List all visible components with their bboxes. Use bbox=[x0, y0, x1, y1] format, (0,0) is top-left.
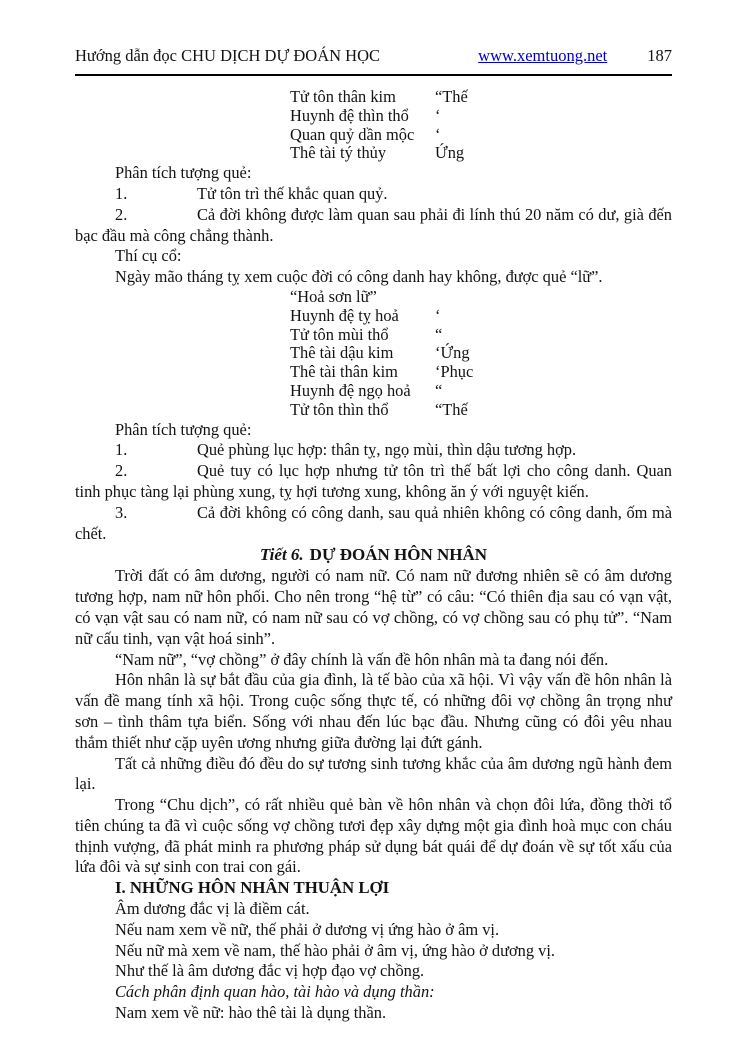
hexagram-title: “Hoả sơn lữ” bbox=[290, 286, 377, 306]
list-number: 2. bbox=[115, 204, 128, 224]
list-number: 2. bbox=[115, 461, 128, 481]
page-header bbox=[75, 46, 672, 76]
hexagram-line-name: Thê tài dậu kim bbox=[290, 343, 394, 363]
hexagram-line-name: Tử tôn thân kim bbox=[290, 87, 396, 106]
section-title bbox=[75, 544, 672, 566]
hexagram-line-name: Tử tôn mùi thổ bbox=[290, 324, 389, 344]
example-text: Ngày mão tháng tỵ xem cuộc đời có công danh hay không, được quẻ “lữ”. bbox=[115, 267, 603, 287]
subsection-heading: I. NHỮNG HÔN NHÂN THUẬN LỢI bbox=[115, 878, 390, 898]
analysis-item bbox=[75, 184, 672, 205]
hexagram-line bbox=[290, 382, 672, 401]
hexagram-line-mark: ‘Phục bbox=[435, 362, 474, 382]
hexagram-line-name: Quan quỷ dần mộc bbox=[290, 124, 415, 144]
hexagram-line bbox=[290, 144, 672, 163]
list-text: Quẻ tuy có lục hợp nhưng tử tôn trì thế bất lợi cho công danh. Quan tinh phục tàng lại phùng xung, tỵ hợi tương xung, không ăn ý với nguyệt kiến. bbox=[75, 461, 672, 501]
hexagram-line-mark: Ứng bbox=[435, 143, 465, 163]
website-link[interactable]: www.xemtuong.net bbox=[478, 46, 608, 65]
hexagram-line-mark: “ bbox=[435, 324, 443, 344]
hexagram-line-name: Huynh đệ tỵ hoả bbox=[290, 305, 399, 325]
analysis-item bbox=[75, 503, 672, 545]
hexagram-line bbox=[290, 401, 672, 420]
analysis-label-1: Phân tích tượng quẻ: bbox=[115, 163, 252, 183]
section-title-text: DỰ ĐOÁN HÔN NHÂN bbox=[309, 545, 488, 565]
analysis-item bbox=[75, 205, 672, 247]
rule-line-italic: Cách phân định quan hào, tài hào và dụng thần: bbox=[115, 982, 435, 1002]
paragraph: Trong “Chu dịch”, có rất nhiều quẻ bàn về hôn nhân và chọn đôi lứa, đồng thời tổ tiên chúng ta đã vì cuộc sống vợ chồng tươi đẹp xây dựng một gia đình hoà mục con cháu thịnh vượng, đã phát minh ra phương pháp sử dụng bát quái để dự đoán về sự tốt xấu của lứa đôi và sự sinh con trai con gái. bbox=[75, 795, 672, 877]
hexagram-block-2 bbox=[290, 288, 672, 420]
hexagram-line bbox=[290, 307, 672, 326]
list-text: Tử tôn trì thế khắc quan quỷ. bbox=[197, 183, 388, 203]
hexagram-line-mark: “ bbox=[435, 380, 443, 400]
example-label: Thí cụ cổ: bbox=[115, 246, 182, 266]
paragraph: “Nam nữ”, “vợ chồng” ở đây chính là vấn đề hôn nhân mà ta đang nói đến. bbox=[115, 649, 609, 669]
page-number: 187 bbox=[647, 46, 672, 65]
list-number: 3. bbox=[115, 502, 128, 522]
hexagram-line-name: Huynh đệ thìn thổ bbox=[290, 105, 409, 125]
analysis-item bbox=[75, 461, 672, 503]
hexagram-line-mark: “Thế bbox=[435, 399, 468, 419]
hexagram-line bbox=[290, 344, 672, 363]
hexagram-line-name: Thê tài thân kim bbox=[290, 362, 398, 382]
rule-line: Nếu nam xem về nữ, thế phải ở dương vị ứng hào ở âm vị. bbox=[115, 919, 500, 939]
document-body bbox=[75, 88, 672, 1024]
list-text: Cả đời không có công danh, sau quả nhiên không có công danh, ốm mà chết. bbox=[75, 502, 672, 543]
hexagram-line-mark: ‘ bbox=[435, 305, 441, 325]
hexagram-line bbox=[290, 326, 672, 345]
hexagram-line-mark: ‘ bbox=[435, 105, 441, 125]
hexagram-block-1 bbox=[290, 88, 672, 163]
hexagram-line bbox=[290, 363, 672, 382]
hexagram-line-name: Tử tôn thìn thổ bbox=[290, 399, 389, 419]
rule-line: Nam xem về nữ: hào thê tài là dụng thần. bbox=[115, 1003, 387, 1023]
hexagram-line-name: Huynh đệ ngọ hoả bbox=[290, 380, 411, 400]
list-number: 1. bbox=[115, 183, 128, 203]
section-number: Tiết 6. bbox=[259, 545, 304, 565]
hexagram-line-name: Thê tài tý thủy bbox=[290, 143, 387, 163]
rule-line: Như thế là âm dương đắc vị hợp đạo vợ chồng. bbox=[115, 961, 425, 981]
paragraph: Tất cả những điều đó đều do sự tương sinh tương khắc của âm dương ngũ hành đem lại. bbox=[75, 753, 672, 794]
header-right bbox=[478, 46, 672, 66]
header-book-title: Hướng dẫn đọc CHU DỊCH DỰ ĐOÁN HỌC bbox=[75, 46, 380, 65]
hexagram-line-mark: ‘ bbox=[435, 124, 441, 144]
list-text: Cả đời không được làm quan sau phải đi lính thú 20 năm có dư, già đến bạc đầu mà công chẳng thành. bbox=[75, 204, 672, 245]
list-number: 1. bbox=[115, 440, 128, 460]
paragraph: Hôn nhân là sự bắt đầu của gia đình, là tế bào của xã hội. Vì vậy vấn đề hôn nhân là vấn đề mang tính xã hội. Trong cuộc sống thực tế, có những đôi vợ chồng ân trọng như sơn – tình thâm tựa biển. Sống với nhau đến lúc bạc đầu. Nhưng cũng có đôi yêu nhau thắm thiết như cặp uyên ương nhưng giữa đường lại đứt gánh. bbox=[75, 670, 672, 752]
hexagram-line bbox=[290, 88, 672, 107]
hexagram-line bbox=[290, 126, 672, 145]
rule-line: Nếu nữ mà xem về nam, thế hào phải ở âm vị, ứng hào ở dương vị. bbox=[115, 940, 556, 960]
analysis-label-2: Phân tích tượng quẻ: bbox=[115, 419, 252, 439]
paragraph: Trời đất có âm dương, người có nam nữ. Có nam nữ đương nhiên sẽ có âm dương tương hợp, nam nữ hôn phối. Cho nên trong “hệ từ” có câu: “Có thiên địa sau có vạn vật, có vạn vật sau có nam nữ, có nam nữ sau có vợ chồng, có vợ chồng sau có phụ tử”. “Nam nữ cấu tinh, vạn vật hoá sinh”. bbox=[75, 566, 672, 648]
list-text: Quẻ phùng lục hợp: thân tỵ, ngọ mùi, thìn dậu tương hợp. bbox=[197, 440, 577, 460]
analysis-item bbox=[75, 440, 672, 461]
hexagram-line-mark: “Thế bbox=[435, 87, 468, 106]
rule-line: Âm dương đắc vị là điềm cát. bbox=[115, 899, 310, 919]
hexagram-line bbox=[290, 107, 672, 126]
hexagram-line-mark: ‘Ứng bbox=[435, 343, 470, 363]
